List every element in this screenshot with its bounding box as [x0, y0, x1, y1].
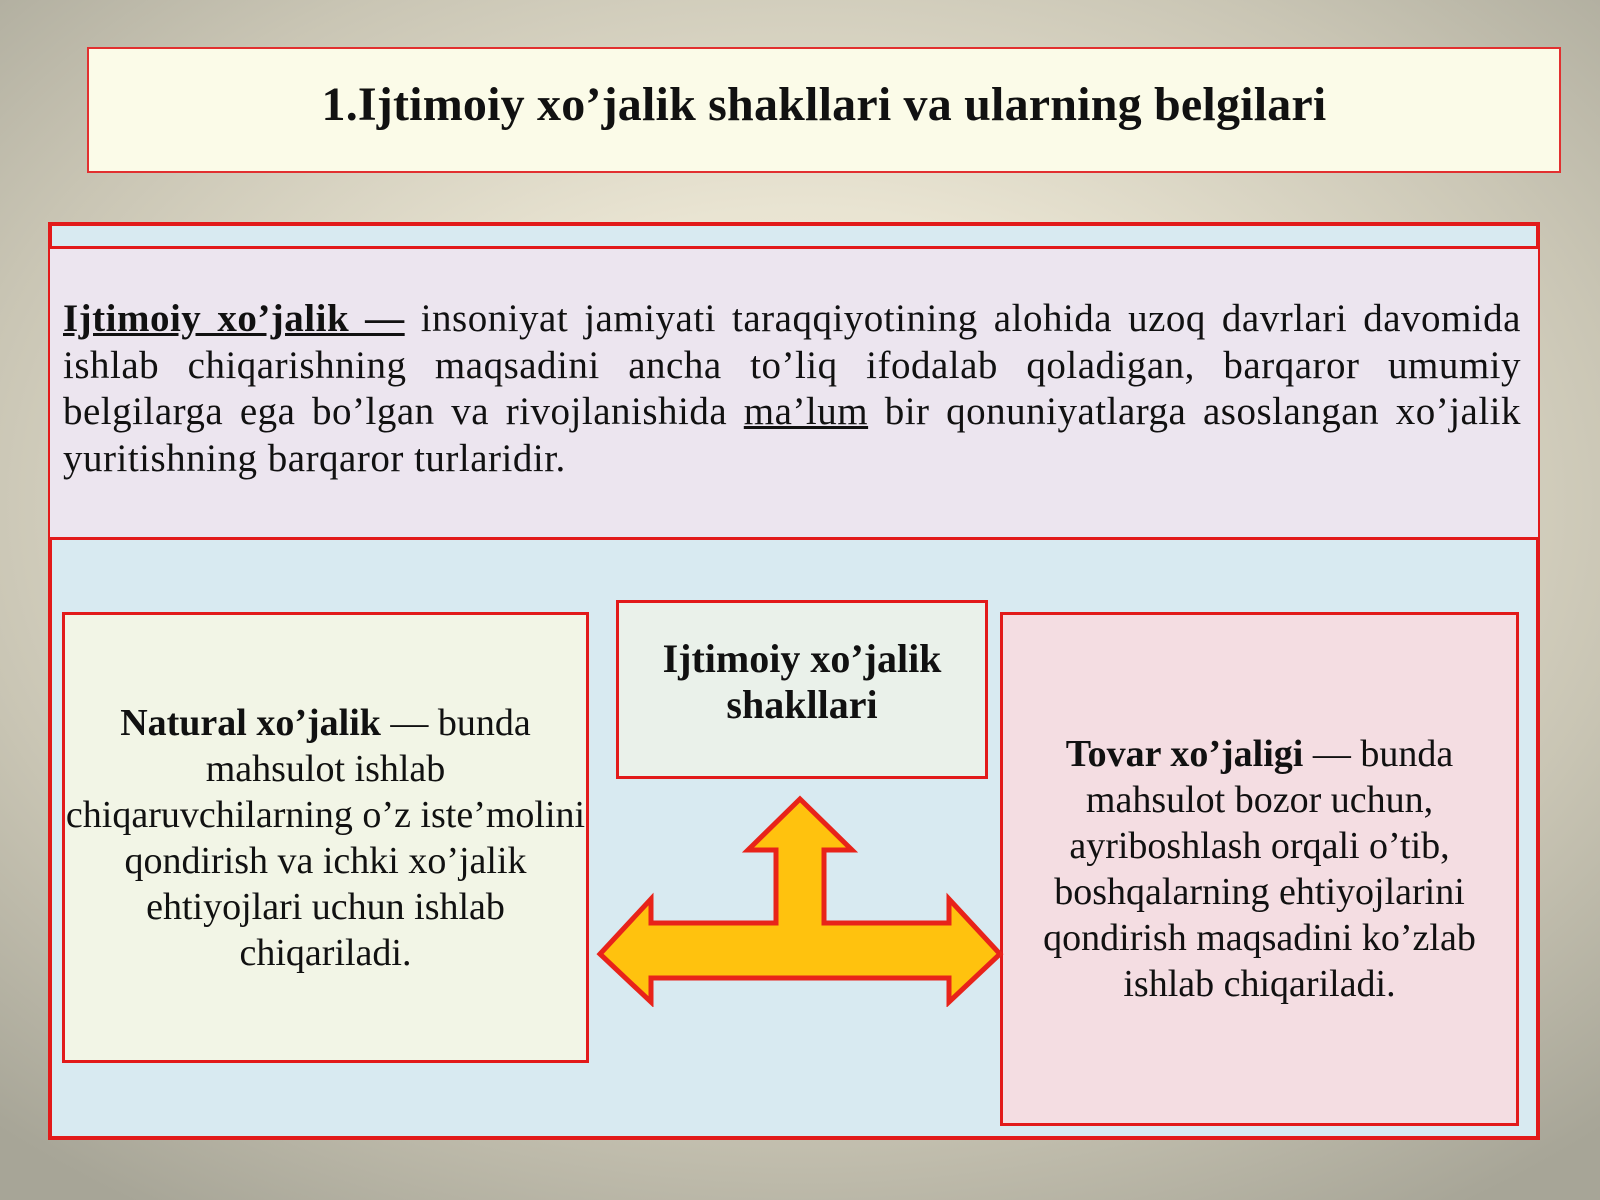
definition-body-start: insoniyat jamiyati taraqqiyotining alohida uzoq davrlari davomida ishlab chiqarishning maqsadini ancha to’liq ifodalab qoladigan, barqaror umumiy belgilarga ega bo’lgan va rivojlanishida: [63, 297, 1521, 433]
commodity-economy-term: Tovar xo’jaligi: [1065, 733, 1304, 775]
center-concept-box: [616, 600, 988, 779]
natural-economy-text: [65, 700, 586, 976]
definition-underlined-word: ma’lum: [743, 390, 869, 433]
arrow-shape: [600, 799, 1000, 1002]
definition-body-end: bir qonuniyatlarga asoslangan xo’jalik yuritishning barqaror turlaridir.: [63, 390, 1522, 480]
natural-economy-description: — bunda mahsulot ishlab chiqaruvchilarning o’z iste’molini qondirish va ichki xo’jalik ehtiyojlari uchun ishlab chiqariladi.: [65, 701, 586, 974]
natural-economy-box: [62, 612, 589, 1063]
title-box: [87, 47, 1561, 173]
slide-title: 1.Ijtimoiy xo’jalik shakllari va ularning belgilari: [321, 77, 1327, 131]
three-way-arrow-icon: [596, 795, 1004, 1007]
commodity-economy-text: [1003, 731, 1516, 1007]
definition-text: [63, 296, 1521, 482]
definition-term: Ijtimoiy xo’jalik —: [63, 297, 405, 340]
commodity-economy-box: [1000, 612, 1519, 1126]
commodity-economy-description: — bunda mahsulot bozor uchun, ayriboshlash orqali o’tib, boshqalarning ehtiyojlarini qondirish maqsadini ko’zlab ishlab chiqariladi.: [1043, 733, 1476, 1005]
center-concept-label: Ijtimoiy xo’jalik shakllari: [662, 635, 942, 727]
natural-economy-term: Natural xo’jalik: [120, 701, 381, 744]
